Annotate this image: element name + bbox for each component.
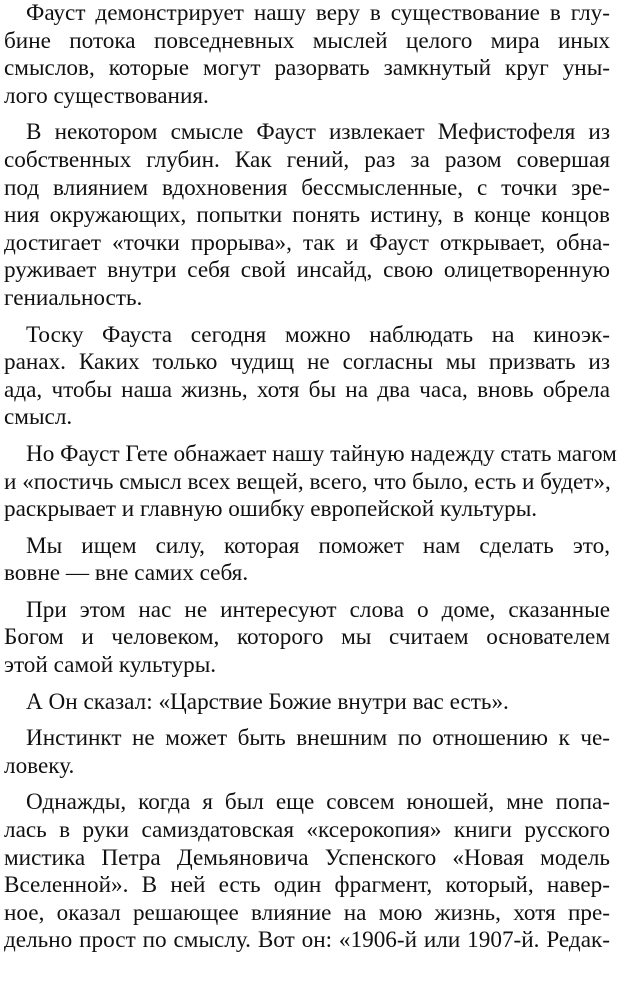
text-line: Но Фауст Гете обнажает нашу тайную надежду стать магом	[26, 440, 617, 467]
text-line: и «постичь смысл всех вещей, всего, что было, есть и будет»,	[4, 468, 611, 495]
text-line: вовне — вне самих себя.	[4, 560, 249, 587]
text-line: Фауст демонстрирует нашу веру в существование в глу-	[26, 0, 610, 26]
text-line: руживает внутри себя свой инсайд, свою олицетворенную	[4, 257, 610, 284]
text-line: этой самой культуры.	[4, 652, 217, 679]
paragraph	[4, 789, 610, 955]
text-line: смысл.	[4, 404, 73, 431]
text-line: ния окружающих, попытки понять истину, в конце концов	[4, 202, 610, 229]
text-line: раскрывает и главную ошибку европейской культуры.	[4, 496, 538, 523]
text-line: Богом и человеком, которого мы считаем основателем	[4, 624, 610, 651]
paragraph	[4, 725, 610, 780]
text-line: ранах. Каких только чудищ не согласны мы призвать из	[4, 349, 610, 376]
text-line: под влиянием вдохновения бессмысленные, с точки зре-	[4, 174, 610, 201]
text-line: Однажды, когда я был еще совсем юношей, мне попа-	[26, 789, 610, 816]
paragraph	[4, 0, 610, 110]
text-line: Тоску Фауста сегодня можно наблюдать на киноэк-	[26, 321, 610, 348]
paragraph	[4, 533, 610, 588]
text-line: А Он сказал: «Царствие Божие внутри вас есть».	[26, 688, 509, 715]
text-line: смыслов, которые могут разорвать замкнутый круг уны-	[4, 55, 610, 82]
paragraph	[4, 322, 610, 432]
text-line: бине потока повседневных мыслей целого мира иных	[4, 27, 610, 54]
text-line: В некотором смысле Фауст извлекает Мефистофеля из	[26, 119, 610, 146]
text-line: При этом нас не интересуют слова о доме, сказанные	[26, 596, 610, 623]
text-line: лого существования.	[4, 82, 209, 109]
paragraph	[4, 119, 610, 312]
text-line: ловеку.	[4, 752, 75, 779]
text-line: мистика Петра Демьяновича Успенского «Новая модель	[4, 844, 610, 871]
text-line: достигает «точки прорыва», так и Фауст открывает, обна-	[4, 229, 610, 256]
paragraph	[4, 689, 610, 717]
paragraph	[4, 597, 610, 680]
text-line: Мы ищем силу, которая поможет нам сделать это,	[26, 532, 610, 559]
text-line: Инстинкт не может быть внешним по отношению к че-	[26, 725, 610, 752]
text-line: лась в руки самиздатовская «ксерокопия» книги русского	[4, 817, 610, 844]
text-line: гениальность.	[4, 284, 143, 311]
text-line: Вселенной». В ней есть один фрагмент, который, навер-	[4, 872, 610, 899]
text-line: дельно прост по смыслу. Вот он: «1906-й или 1907-й. Редак-	[4, 927, 610, 954]
text-line: ада, чтобы наша жизнь, хотя бы на два часа, вновь обрела	[4, 376, 610, 403]
text-line: ное, оказал решающее влияние на мою жизнь, хотя пре-	[4, 899, 610, 926]
paragraph	[4, 440, 617, 524]
text-line: собственных глубин. Как гений, раз за разом совершая	[4, 146, 610, 173]
